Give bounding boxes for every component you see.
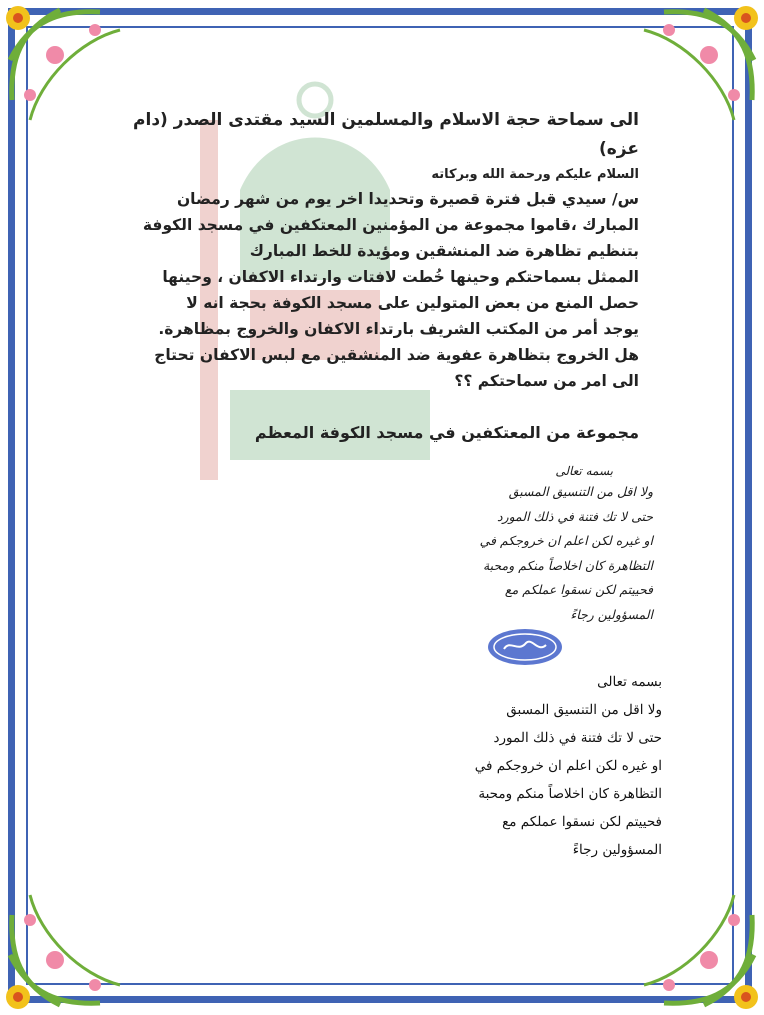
handwritten-line: حتى لا تك فتنة في ذلك المورد [497, 508, 653, 524]
handwritten-line: المسؤولين رجاءً [570, 606, 653, 622]
printed-line: المسؤولين رجاءً [572, 842, 662, 858]
corner-ornament-bottom-right [614, 865, 764, 1015]
question-line: المبارك ،قاموا مجموعة من المؤمنين المعتكفين في مسجد الكوفة [142, 216, 639, 234]
question-line: هل الخروج بتظاهرة عفوية ضد المنشقين مع لبس الاكفان تحتاج [154, 346, 639, 364]
printed-line: بسمه تعالى [597, 674, 662, 690]
handwritten-line: التظاهرة كان اخلاصاً منكم ومحبة [482, 557, 653, 573]
printed-line: التظاهرة كان اخلاصاً منكم ومحبة [478, 786, 662, 802]
letter-greeting: السلام عليكم ورحمة الله وبركاته [431, 167, 639, 182]
printed-line: او غيره لكن اعلم ان خروجكم في [474, 758, 662, 774]
printed-line: حتى لا تك فتنة في ذلك المورد [493, 730, 662, 746]
printed-answer [362, 668, 662, 864]
printed-line: ولا اقل من التنسيق المسبق [506, 702, 662, 718]
question-line: س/ سيدي قبل فترة قصيرة وتحديدا اخر يوم من شهر رمضان [176, 190, 639, 208]
handwritten-line: ولا اقل من التنسيق المسبق [508, 484, 653, 499]
letter-signature: مجموعة من المعتكفين في مسجد الكوفة المعظم [254, 423, 639, 442]
corner-ornament-bottom-left [0, 865, 150, 1015]
handwritten-line: فحييتم لكن نسقوا عملكم مع [504, 582, 653, 597]
office-seal-stamp [486, 627, 564, 667]
letter-addressee: الى سماحة حجة الاسلام والمسلمين السيد مقتدى الصدر (دام عزه) [133, 110, 639, 159]
question-line: الممثل بسماحتكم وحينها خُطت لافتات وارتداء الاكفان ، وحينها [162, 268, 639, 286]
question-line: الى امر من سماحتكم ؟؟ [454, 372, 639, 390]
question-line: يوجد أمر من المكتب الشريف بارتداء الاكفان والخروج بمظاهرة. [158, 320, 639, 338]
printed-line: فحييتم لكن نسقوا عملكم مع [502, 814, 662, 830]
handwritten-heading: بسمه تعالى [555, 464, 613, 478]
question-line: حصل المنع من بعض المتولين على مسجد الكوفة بحجة انه لا [186, 294, 639, 312]
handwritten-line: او غيره لكن اعلم ان خروجكم في [479, 533, 653, 548]
handwritten-answer [408, 462, 653, 627]
question-letter [124, 106, 639, 446]
question-line: بتنظيم تظاهرة ضد المنشقين ومؤيدة للخط المبارك [249, 242, 639, 260]
